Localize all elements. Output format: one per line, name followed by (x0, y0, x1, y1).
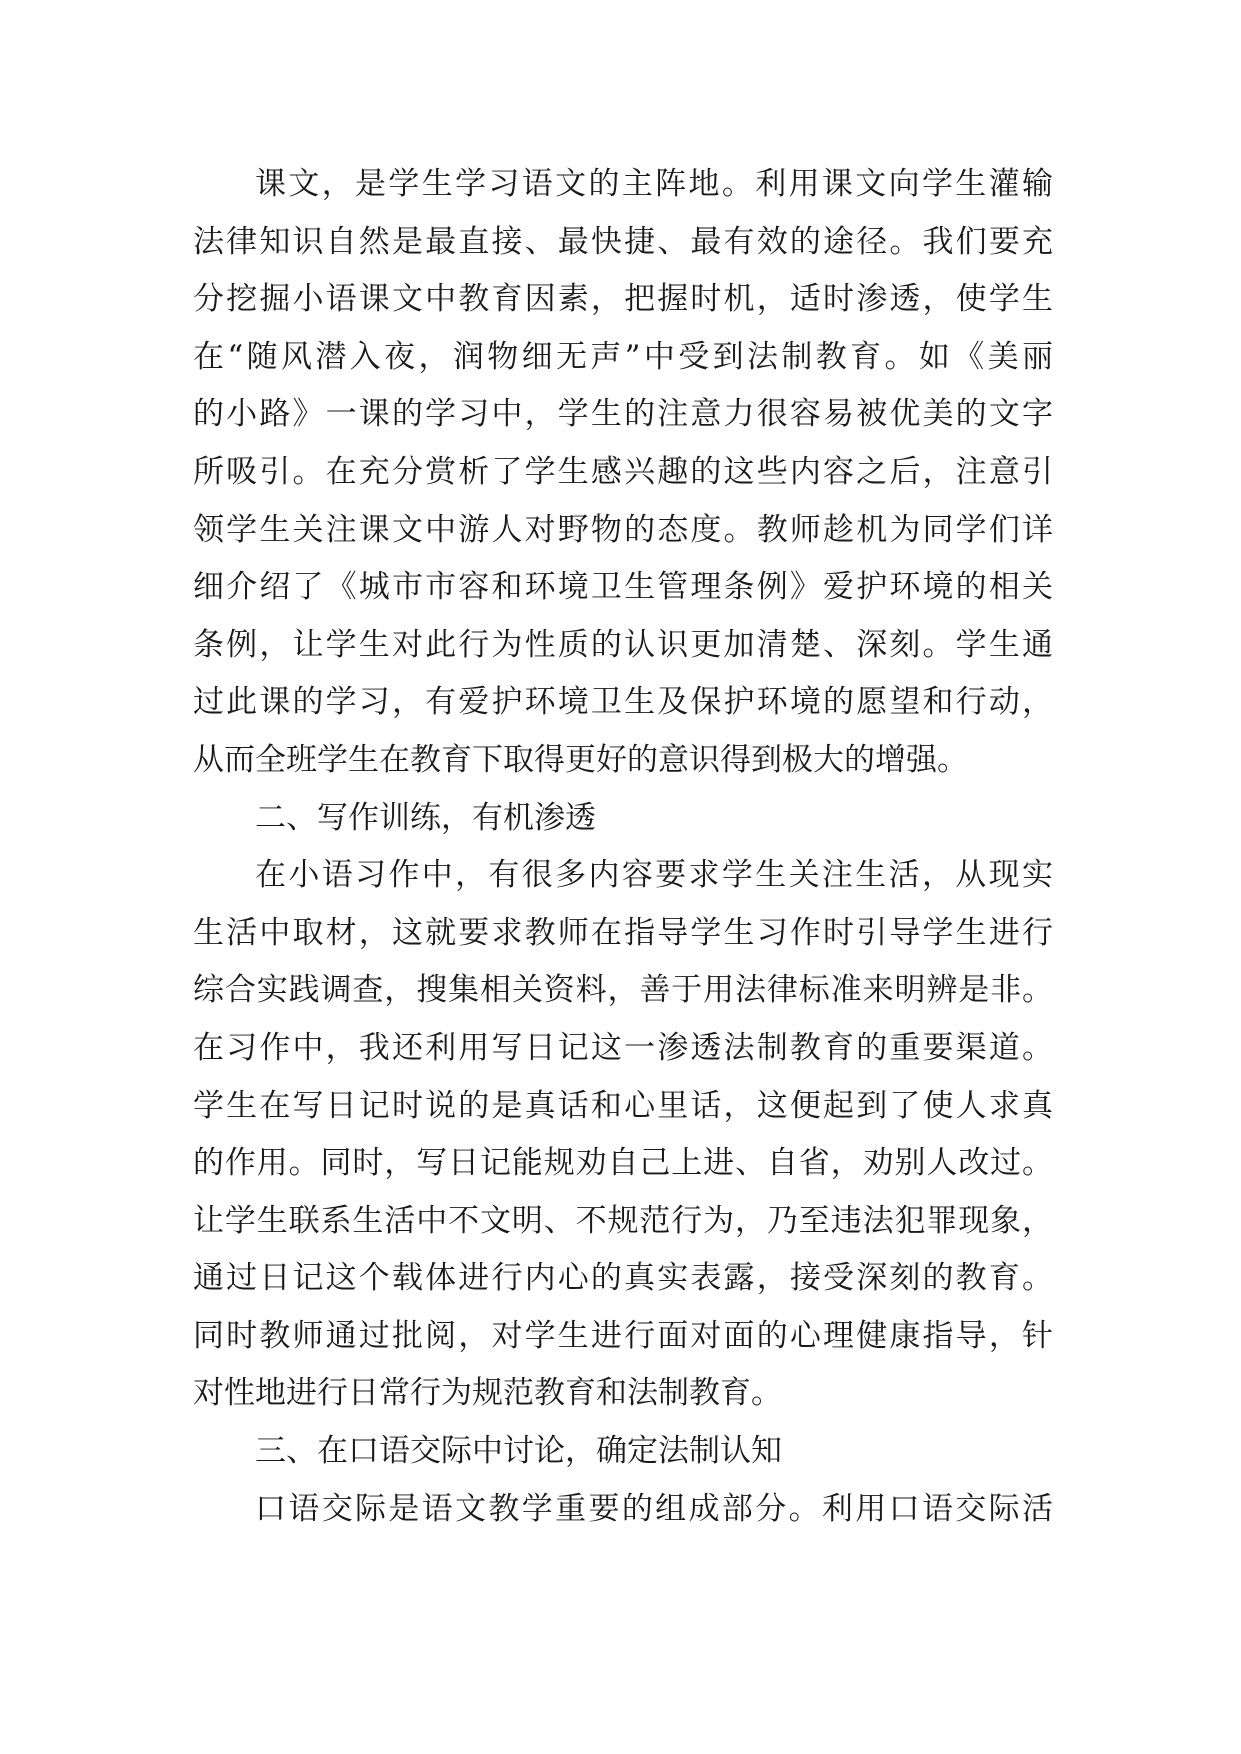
paragraph-line: 的作用。同时，写日记能规劝自己上进、自省，劝别人改过。 (193, 1145, 1053, 1182)
paragraph-line: 生活中取材，这就要求教师在指导学生习作时引导学生进行 (193, 914, 1053, 951)
document-body (193, 156, 1053, 1538)
paragraph-line: 综合实践调查，搜集相关资料，善于用法律标准来明辨是非。 (193, 972, 1053, 1009)
paragraph-line: 过此课的学习，有爱护环境卫生及保护环境的愿望和行动， (193, 684, 1053, 721)
section-heading: 二、写作训练，有机渗透 (255, 799, 596, 836)
paragraph-line: 分挖掘小语课文中教育因素，把握时机，适时渗透，使学生 (193, 281, 1053, 318)
paragraph-line: 学生在写日记时说的是真话和心里话，这便起到了使人求真 (193, 1087, 1053, 1124)
paragraph-line: 所吸引。在充分赏析了学生感兴趣的这些内容之后，注意引 (193, 453, 1053, 490)
paragraph-line: 法律知识自然是最直接、最快捷、最有效的途径。我们要充 (193, 223, 1053, 260)
paragraph-line: 口语交际是语文教学重要的组成部分。利用口语交际活 (255, 1490, 1053, 1527)
paragraph-line: 领学生关注课文中游人对野物的态度。教师趁机为同学们详 (193, 511, 1053, 548)
paragraph-line: 在小语习作中，有很多内容要求学生关注生活，从现实 (255, 857, 1053, 894)
paragraph-line: 的小路》一课的学习中，学生的注意力很容易被优美的文字 (193, 396, 1053, 433)
paragraph-line: 在习作中，我还利用写日记这一渗透法制教育的重要渠道。 (193, 1029, 1053, 1066)
paragraph-line: 对性地进行日常行为规范教育和法制教育。 (193, 1375, 782, 1412)
paragraph-line: 通过日记这个载体进行内心的真实表露，接受深刻的教育。 (193, 1260, 1053, 1297)
paragraph-line: 在“随风潜入夜，润物细无声”中受到法制教育。如《美丽 (193, 338, 1053, 375)
section-heading: 三、在口语交际中讨论，确定法制认知 (255, 1433, 782, 1470)
paragraph-line: 让学生联系生活中不文明、不规范行为，乃至违法犯罪现象， (193, 1202, 1053, 1239)
paragraph-line: 条例，让学生对此行为性质的认识更加清楚、深刻。学生通 (193, 626, 1053, 663)
paragraph-line: 同时教师通过批阅，对学生进行面对面的心理健康指导，针 (193, 1317, 1053, 1354)
paragraph-line: 从而全班学生在教育下取得更好的意识得到极大的增强。 (193, 741, 968, 778)
paragraph-line: 细介绍了《城市市容和环境卫生管理条例》爱护环境的相关 (193, 569, 1053, 606)
paragraph-line: 课文，是学生学习语文的主阵地。利用课文向学生灌输 (255, 166, 1053, 202)
